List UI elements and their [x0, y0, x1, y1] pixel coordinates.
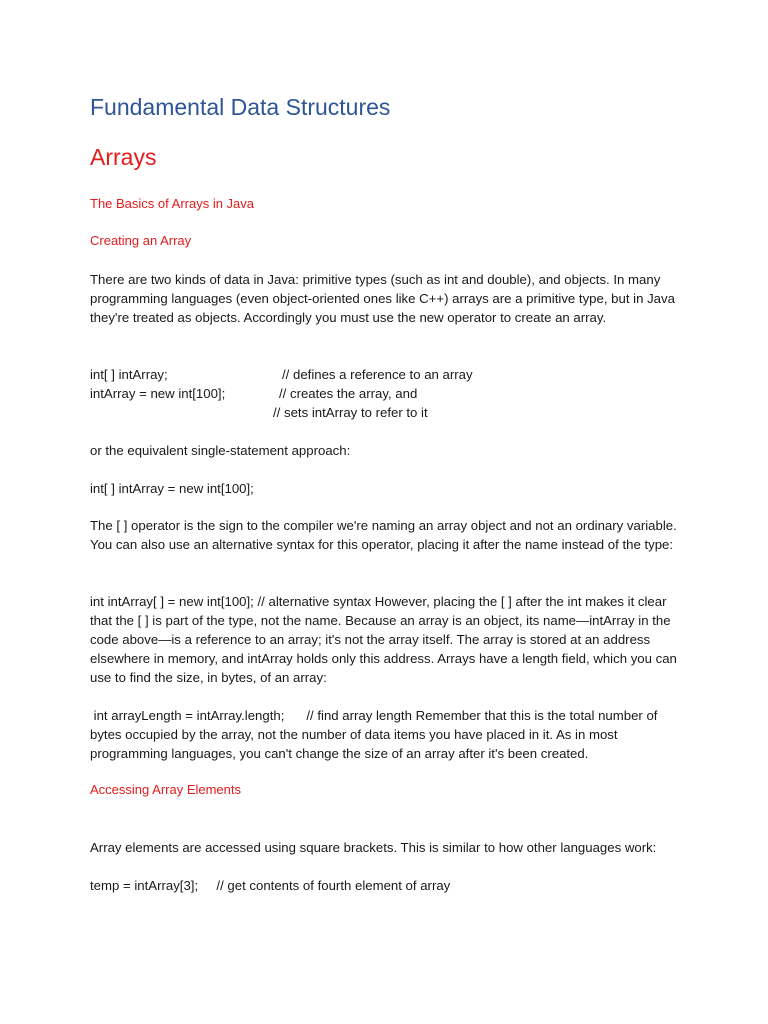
paragraph-accessing: Array elements are accessed using square brackets. This is similar to how other languages work: [90, 840, 657, 855]
code-line-1: int[ ] intArray; [90, 367, 168, 382]
section-heading-arrays: Arrays [90, 144, 157, 170]
code-temp-access: temp = intArray[3]; // get contents of fourth element of array [90, 878, 451, 893]
paragraph-alternative-syntax: int intArray[ ] = new int[100]; // alternative syntax However, placing the [ ] after the int makes it clear that the [ ] is part of the type, not the name. Because an array is an object, its name—intArray in the code above—is a reference to an array; it's not the array itself. The array is stored at an address elsewhere in memory, and intArray holds only this address. Arrays have a length field, which you can use to find the size, in bytes, of an array: [90, 594, 677, 685]
paragraph-operator: The [ ] operator is the sign to the compiler we're naming an array object and not an ordinary variable. You can also use an alternative syntax for this operator, placing it after the name instead of the type: [90, 518, 677, 552]
code-single-statement: int[ ] intArray = new int[100]; [90, 481, 254, 496]
subheading-basics: The Basics of Arrays in Java [90, 196, 255, 211]
code-comment-2: // creates the array, and [279, 386, 418, 401]
code-line-2: intArray = new int[100]; [90, 386, 226, 401]
subheading-accessing-elements: Accessing Array Elements [90, 782, 242, 797]
paragraph-array-length: int arrayLength = intArray.length; // find array length Remember that this is the total number of bytes occupied by the array, not the number of data items you have placed in it. As in most programming languages, you can't change the size of an array after it's been created. [90, 708, 662, 761]
code-comment-3: // sets intArray to refer to it [273, 405, 428, 420]
subheading-creating-array: Creating an Array [90, 233, 192, 248]
paragraph-equivalent: or the equivalent single-statement approach: [90, 443, 351, 458]
code-comment-1: // defines a reference to an array [282, 367, 473, 382]
document-title: Fundamental Data Structures [90, 94, 391, 120]
paragraph-intro: There are two kinds of data in Java: primitive types (such as int and double), and objects. In many programming languages (even object-oriented ones like C++) arrays are a primitive type, but in Java they're treated as objects. Accordingly you must use the new operator to create an array. [90, 272, 675, 325]
